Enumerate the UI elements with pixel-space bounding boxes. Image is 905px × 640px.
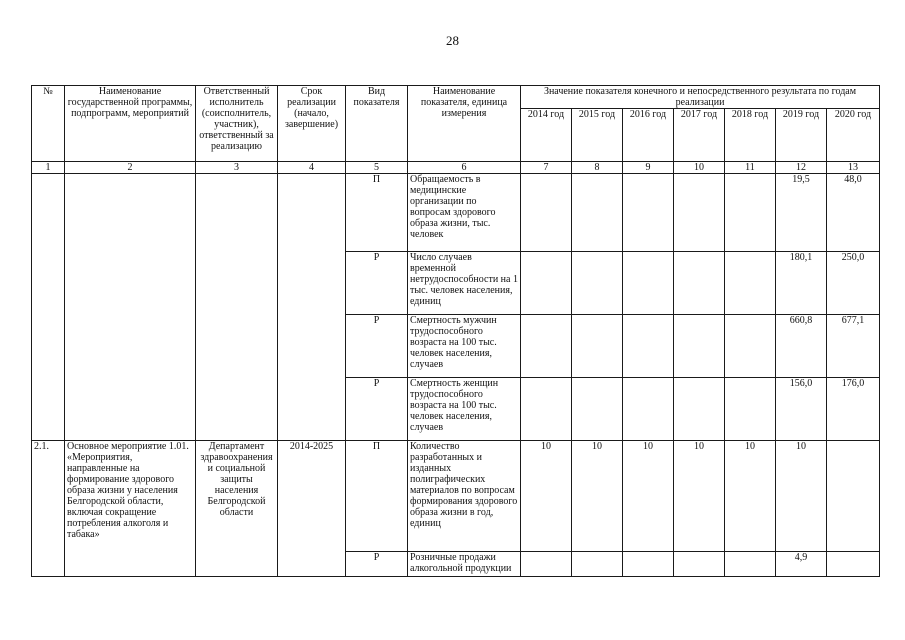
cell-value [521, 315, 572, 378]
column-numbers-row [32, 162, 880, 174]
column-number: 13 [827, 162, 880, 174]
cell-indicator: Смертность мужчин трудоспособного возраста на 100 тыс. человек населения, случаев [408, 315, 521, 378]
cell-value: 156,0 [776, 378, 827, 441]
cell-value [521, 174, 572, 252]
cell-value [521, 378, 572, 441]
cell-value [725, 552, 776, 577]
cell-value: 10 [725, 441, 776, 552]
header-year: 2014 год [521, 109, 572, 162]
cell-value [572, 174, 623, 252]
column-number: 1 [32, 162, 65, 174]
cell-value [674, 315, 725, 378]
cell-value: 48,0 [827, 174, 880, 252]
cell-value [674, 378, 725, 441]
cell-value: 180,1 [776, 252, 827, 315]
cell-indicator: Число случаев временной нетрудоспособности на 1 тыс. человек населения, единиц [408, 252, 521, 315]
cell-value [521, 252, 572, 315]
cell-num-empty [32, 174, 65, 441]
cell-value: 4,9 [776, 552, 827, 577]
cell-value [725, 174, 776, 252]
header-num: № [32, 86, 65, 162]
cell-value [674, 252, 725, 315]
header-type: Вид показателя [346, 86, 408, 162]
cell-indicator: Смертность женщин трудоспособного возраста на 100 тыс. человек населения, случаев [408, 378, 521, 441]
column-number: 10 [674, 162, 725, 174]
cell-name-empty [65, 174, 196, 441]
page-number: 28 [446, 33, 459, 48]
cell-value: 19,5 [776, 174, 827, 252]
cell-value [623, 174, 674, 252]
cell-value: 10 [623, 441, 674, 552]
cell-type: Р [346, 315, 408, 378]
column-number: 3 [196, 162, 278, 174]
header-year: 2016 год [623, 109, 674, 162]
header-year: 2019 год [776, 109, 827, 162]
cell-indicator: Розничные продажи алкогольной продукции [408, 552, 521, 577]
cell-num: 2.1. [32, 441, 65, 577]
cell-value [725, 252, 776, 315]
header-row [32, 86, 880, 109]
column-number: 11 [725, 162, 776, 174]
header-year: 2017 год [674, 109, 725, 162]
column-number: 4 [278, 162, 346, 174]
cell-value: 176,0 [827, 378, 880, 441]
header-term: Срок реализации (начало, завершение) [278, 86, 346, 162]
column-number: 9 [623, 162, 674, 174]
cell-type: Р [346, 252, 408, 315]
header-year: 2015 год [572, 109, 623, 162]
cell-value [725, 315, 776, 378]
table-row [32, 441, 880, 552]
column-number: 7 [521, 162, 572, 174]
cell-value: 677,1 [827, 315, 880, 378]
column-number: 8 [572, 162, 623, 174]
cell-name: Основное мероприятие 1.01. «Мероприятия, направленные на формирование здорового образа жизни у населения Белгородской области, включая сокращение потребления алкоголя и табака» [65, 441, 196, 577]
cell-value [623, 378, 674, 441]
column-number: 12 [776, 162, 827, 174]
cell-type: Р [346, 378, 408, 441]
cell-value [572, 552, 623, 577]
cell-responsible: Департамент здравоохранения и социальной защиты населения Белгородской области [196, 441, 278, 577]
cell-value [521, 552, 572, 577]
cell-type: Р [346, 552, 408, 577]
cell-type: П [346, 174, 408, 252]
cell-value: 10 [776, 441, 827, 552]
cell-value [623, 552, 674, 577]
cell-value [725, 378, 776, 441]
column-number: 6 [408, 162, 521, 174]
cell-value: 250,0 [827, 252, 880, 315]
cell-value [674, 174, 725, 252]
cell-value [623, 315, 674, 378]
cell-value [572, 315, 623, 378]
cell-value: 10 [674, 441, 725, 552]
column-number: 2 [65, 162, 196, 174]
cell-responsible-empty [196, 174, 278, 441]
cell-term-empty [278, 174, 346, 441]
table-row [32, 174, 880, 252]
cell-indicator: Обращаемость в медицинские организации по вопросам здорового образа жизни, тыс. человек [408, 174, 521, 252]
header-year: 2018 год [725, 109, 776, 162]
cell-value: 660,8 [776, 315, 827, 378]
header-name: Наименование государственной программы, подпрограмм, мероприятий [65, 86, 196, 162]
cell-value [827, 441, 880, 552]
header-year: 2020 год [827, 109, 880, 162]
cell-value [572, 378, 623, 441]
cell-value: 10 [521, 441, 572, 552]
cell-value [827, 552, 880, 577]
cell-value [674, 552, 725, 577]
column-number: 5 [346, 162, 408, 174]
cell-term: 2014-2025 [278, 441, 346, 577]
cell-value [572, 252, 623, 315]
cell-value [623, 252, 674, 315]
header-responsible: Ответственный исполнитель (соисполнитель, участник), ответственный за реализацию [196, 86, 278, 162]
cell-type: П [346, 441, 408, 552]
cell-value: 10 [572, 441, 623, 552]
indicators-table [31, 85, 880, 577]
header-values-group: Значение показателя конечного и непосредственного результата по годам реализации [521, 86, 880, 109]
header-indicator: Наименование показателя, единица измерения [408, 86, 521, 162]
cell-indicator: Количество разработанных и изданных полиграфических материалов по вопросам формирования здорового образа жизни в год, единиц [408, 441, 521, 552]
